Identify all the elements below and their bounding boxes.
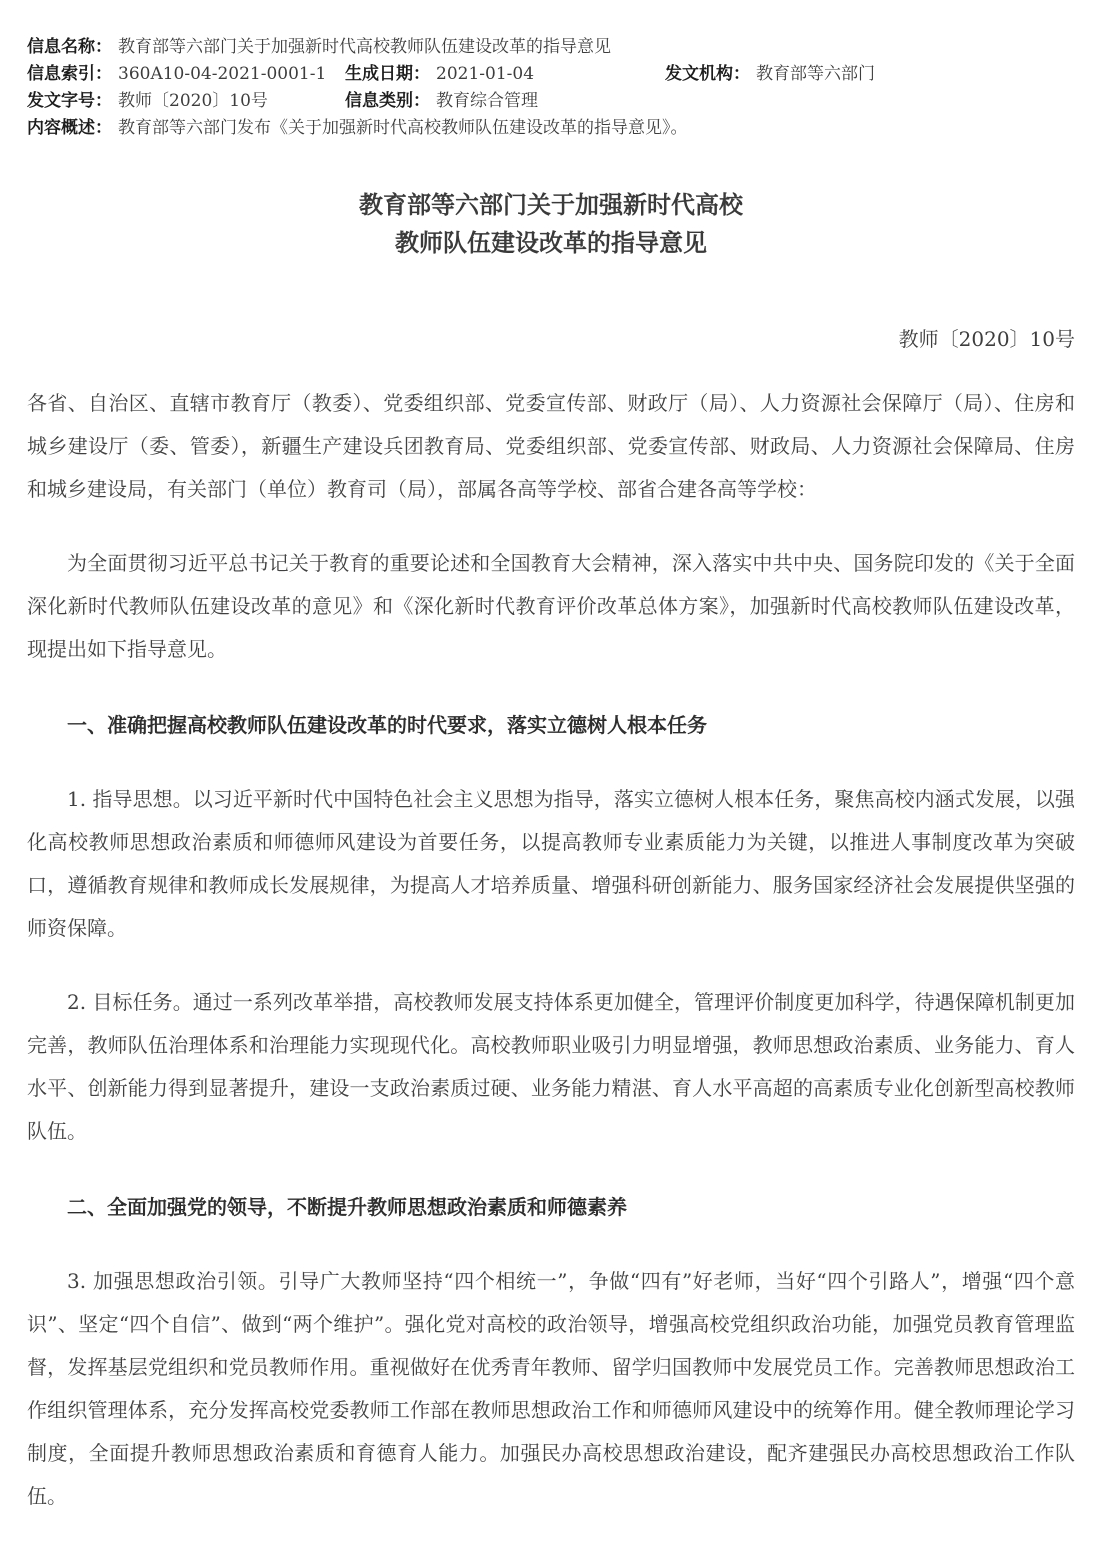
- info-name-value: 教育部等六部门关于加强新时代高校教师队伍建设改革的指导意见: [118, 37, 611, 57]
- document-metadata: [27, 34, 1075, 142]
- page-title-line2: 教师队伍建设改革的指导意见: [395, 229, 707, 257]
- summary-value: 教育部等六部门发布《关于加强新时代高校教师队伍建设改革的指导意见》。: [118, 118, 688, 138]
- meta-field-info-name: [27, 34, 1075, 61]
- meta-field-info-index: [27, 61, 345, 88]
- document-number: 教师〔2020〕10号: [898, 327, 1075, 351]
- info-index-label: 信息索引：: [27, 64, 112, 84]
- meta-row-summary: [27, 115, 1075, 142]
- meta-field-category: [345, 88, 665, 115]
- meta-row-info-name: [27, 34, 1075, 61]
- summary-label: 内容概述：: [27, 118, 112, 138]
- section-heading-1: 一、准确把握高校教师队伍建设改革的时代要求，落实立德树人根本任务: [67, 713, 707, 737]
- meta-field-doc-number: [27, 88, 345, 115]
- section-heading-2: 二、全面加强党的领导，不断提升教师思想政治素质和师德素养: [67, 1195, 627, 1219]
- paragraph-3-political-guidance: 3. 加强思想政治引领。引导广大教师坚持“四个相统一”，争做“四有”好老师，当好“四个引路人”，增强“四个意识”、坚定“四个自信”、做到“两个维护”。强化党对高校的政治领导，增强高校党组织政治功能，加强党员教育管理监督，发挥基层党组织和党员教师作用。重视做好在优秀青年教师、留学归国教师中发展党员工作。完善教师思想政治工作组织管理体系，充分发挥高校党委教师工作部在教师思想政治工作和师德师风建设中的统筹作用。健全教师理论学习制度，全面提升教师思想政治素质和育德育人能力。加强民办高校思想政治建设，配齐建强民办高校思想政治工作队伍。: [27, 1269, 1075, 1508]
- category-value: 教育综合管理: [436, 91, 538, 111]
- info-name-label: 信息名称：: [27, 37, 112, 57]
- issuer-label: 发文机构：: [665, 64, 750, 84]
- paragraph-2-goals-tasks: 2. 目标任务。通过一系列改革举措，高校教师发展支持体系更加健全，管理评价制度更加科学，待遇保障机制更加完善，教师队伍治理体系和治理能力实现现代化。高校教师职业吸引力明显增强，教师思想政治素质、业务能力、育人水平、创新能力得到显著提升，建设一支政治素质过硬、业务能力精湛、育人水平高超的高素质专业化创新型高校教师队伍。: [27, 990, 1075, 1143]
- page-title: [27, 186, 1075, 262]
- meta-row-number-category: [27, 88, 1075, 115]
- gen-date-value: 2021-01-04: [436, 64, 535, 84]
- info-index-value: 360A10-04-2021-0001-1: [118, 64, 327, 84]
- meta-row-index-date-issuer: [27, 61, 1075, 88]
- doc-number-label: 发文字号：: [27, 91, 112, 111]
- issuer-value: 教育部等六部门: [756, 64, 875, 84]
- page-title-line1: 教育部等六部门关于加强新时代高校: [359, 191, 743, 219]
- meta-field-summary: [27, 115, 1075, 142]
- gen-date-label: 生成日期：: [345, 64, 430, 84]
- meta-field-gen-date: [345, 61, 665, 88]
- paragraph-1-guiding-ideology: 1. 指导思想。以习近平新时代中国特色社会主义思想为指导，落实立德树人根本任务，聚焦高校内涵式发展，以强化高校教师思想政治素质和师德师风建设为首要任务，以提高教师专业素质能力为关键，以推进人事制度改革为突破口，遵循教育规律和教师成长发展规律，为提高人才培养质量、增强科研创新能力、服务国家经济社会发展提供坚强的师资保障。: [27, 787, 1075, 940]
- doc-number-value: 教师〔2020〕10号: [118, 91, 268, 111]
- salutation-paragraph: 各省、自治区、直辖市教育厅（教委）、党委组织部、党委宣传部、财政厅（局）、人力资源社会保障厅（局）、住房和城乡建设厅（委、管委），新疆生产建设兵团教育局、党委组织部、党委宣传部、财政局、人力资源社会保障局、住房和城乡建设局，有关部门（单位）教育司（局），部属各高等学校、部省合建各高等学校：: [27, 391, 1075, 501]
- category-label: 信息类别：: [345, 91, 430, 111]
- intro-paragraph: 为全面贯彻习近平总书记关于教育的重要论述和全国教育大会精神，深入落实中共中央、国务院印发的《关于全面深化新时代教师队伍建设改革的意见》和《深化新时代教育评价改革总体方案》，加强新时代高校教师队伍建设改革，现提出如下指导意见。: [27, 551, 1075, 661]
- meta-field-issuer: [665, 61, 1075, 88]
